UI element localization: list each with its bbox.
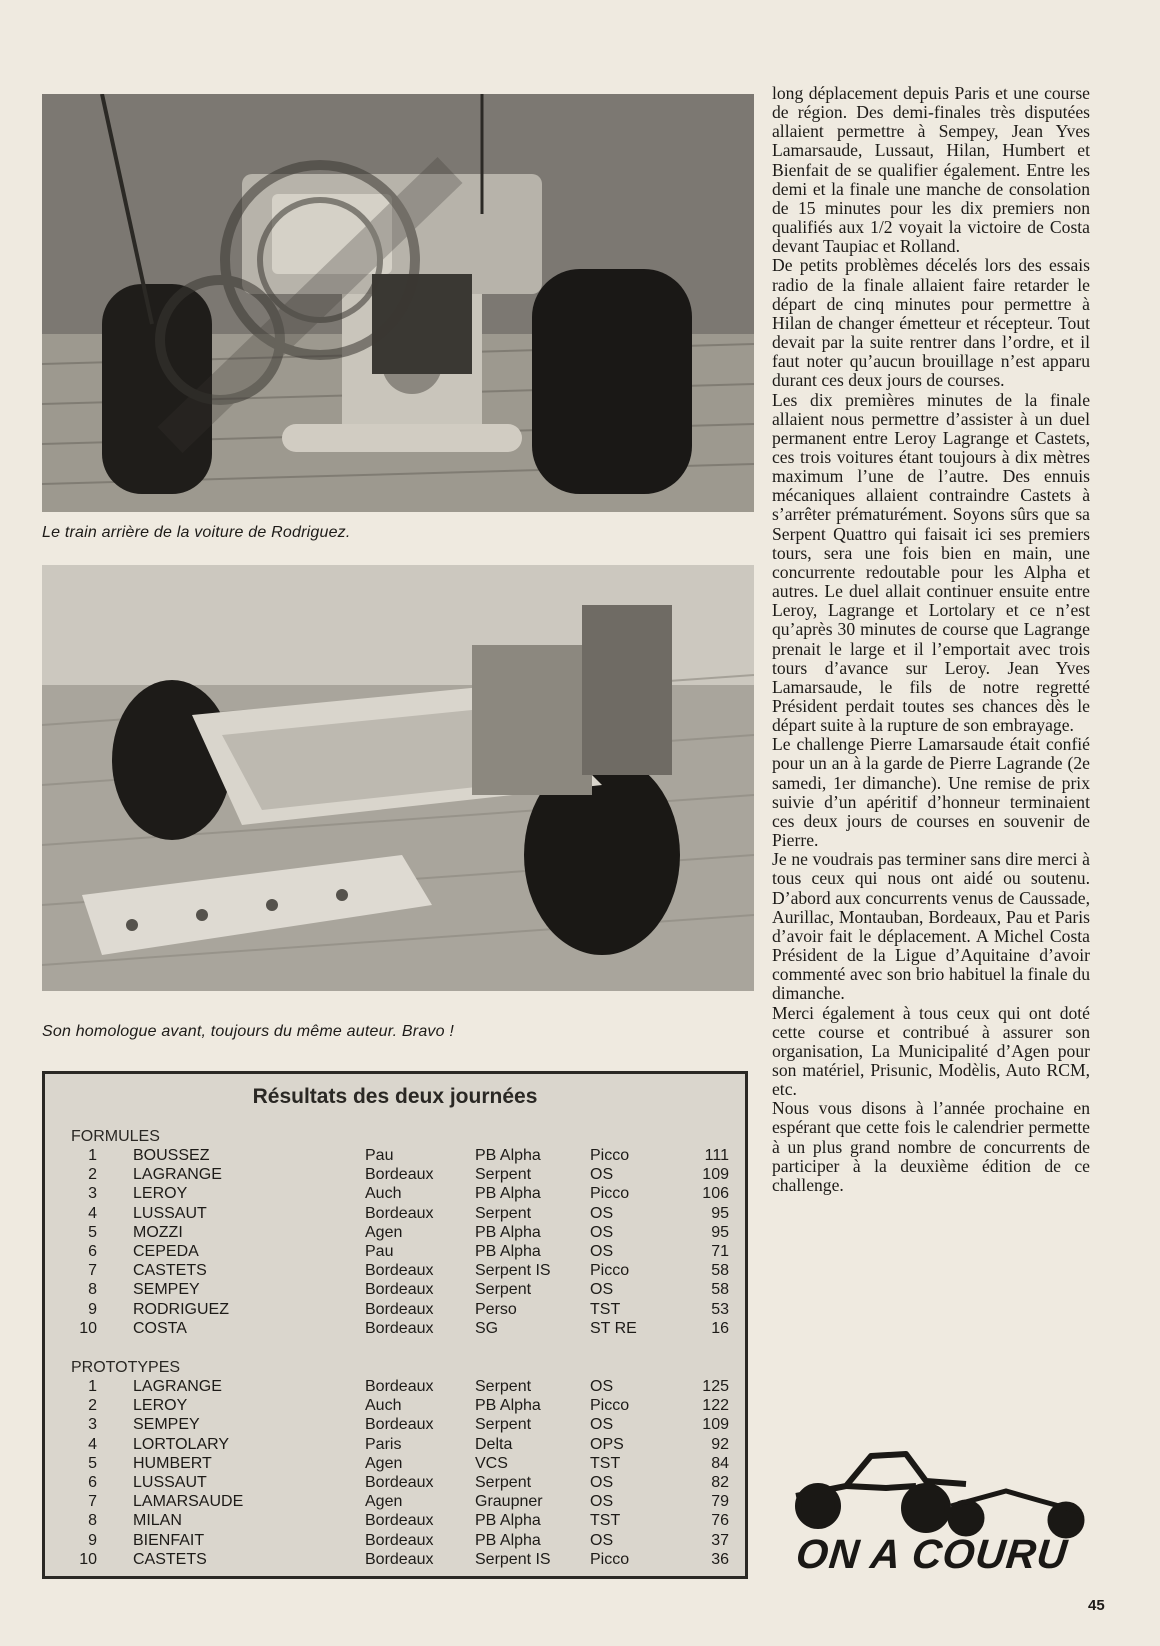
- cell-rank: 2: [88, 1166, 97, 1184]
- cell-engine: TST: [590, 1512, 621, 1530]
- cell-rank: 3: [88, 1185, 97, 1203]
- cell-city: Paris: [365, 1435, 402, 1453]
- cell-points: 53: [711, 1300, 729, 1318]
- table-row: [45, 1511, 745, 1530]
- cell-points: 109: [702, 1166, 729, 1184]
- results-table: [42, 1071, 748, 1579]
- cell-driver: RODRIGUEZ: [133, 1300, 229, 1318]
- cell-driver: LAGRANGE: [133, 1378, 222, 1395]
- cell-city: Bordeaux: [365, 1166, 434, 1184]
- cell-engine: OS: [590, 1378, 614, 1395]
- table-row: [45, 1531, 745, 1550]
- cell-engine: OS: [590, 1223, 614, 1241]
- cell-points: 58: [711, 1281, 729, 1299]
- cell-driver: MILAN: [133, 1512, 182, 1530]
- cell-engine: Picco: [590, 1397, 630, 1415]
- cell-car: Serpent: [475, 1204, 532, 1222]
- cell-engine: OS: [590, 1242, 614, 1260]
- cell-car: Delta: [475, 1435, 513, 1453]
- cell-driver: LUSSAUT: [133, 1204, 207, 1222]
- cell-driver: LEROY: [133, 1185, 188, 1203]
- article-paragraph: long déplacement depuis Paris et une course de région. Des demi-finales très disputées allaient permettre à Sempey, Jean Yves Lamarsaude, Lussaut, Hilan, Humbert et Bienfait de se qualifier également. Entre les demi et la finale une manche de consolation de 15 minutes pour les dix premiers non qualifiés aux 1/2 voyait la victoire de Costa devant Taupiac et Rolland.: [772, 83, 1090, 257]
- cell-points: 82: [711, 1473, 729, 1491]
- cell-city: Bordeaux: [365, 1319, 434, 1337]
- table-row: [45, 1396, 745, 1415]
- cell-city: Bordeaux: [365, 1281, 434, 1299]
- cell-driver: LEROY: [133, 1397, 188, 1415]
- photo-front-axle-illustration: [42, 565, 754, 991]
- cell-car: Serpent: [475, 1378, 532, 1395]
- cell-engine: Picco: [590, 1262, 630, 1280]
- cell-rank: 9: [88, 1300, 97, 1318]
- cell-engine: ST RE: [590, 1319, 637, 1337]
- cell-points: 37: [711, 1531, 729, 1549]
- table-row: [45, 1550, 745, 1569]
- cell-engine: OS: [590, 1473, 614, 1491]
- table-row: [45, 1242, 745, 1261]
- cell-rank: 7: [88, 1493, 97, 1511]
- cell-city: Bordeaux: [365, 1531, 434, 1549]
- cell-driver: MOZZI: [133, 1223, 183, 1241]
- cell-engine: Picco: [590, 1147, 630, 1164]
- cell-driver: LAMARSAUDE: [133, 1493, 244, 1511]
- cell-car: Serpent IS: [475, 1550, 551, 1568]
- watermark-stamp: [150, 110, 470, 480]
- photo-front-axle: [42, 565, 754, 991]
- cell-city: Bordeaux: [365, 1204, 434, 1222]
- cell-driver: LORTOLARY: [133, 1435, 230, 1453]
- cell-engine: OS: [590, 1416, 614, 1434]
- cell-driver: CASTETS: [133, 1262, 207, 1280]
- cell-points: 79: [711, 1493, 729, 1511]
- cell-engine: OS: [590, 1166, 614, 1184]
- photo-front-axle-caption: Son homologue avant, toujours du même auteur. Bravo !: [42, 1023, 455, 1040]
- cell-points: 36: [711, 1550, 729, 1568]
- results-title: Résultats des deux journées: [252, 1085, 538, 1108]
- cell-car: PB Alpha: [475, 1531, 541, 1549]
- cell-city: Auch: [365, 1397, 402, 1415]
- cell-points: 95: [711, 1204, 729, 1222]
- cell-car: PB Alpha: [475, 1185, 541, 1203]
- article-paragraph: Je ne voudrais pas terminer sans dire merci à tous ceux qui nous ont aidé ou soutenu. D’abord aux concurrents venus de Caussade, Aurillac, Montauban, Bordeaux, Pau et Paris d’avoir fait le déplacement. A Michel Costa Président de la Ligue d’Aquitaine d’avoir commenté avec son brio habituel la finale du dimanche.: [772, 849, 1090, 1004]
- cell-car: Serpent: [475, 1166, 532, 1184]
- cell-engine: OPS: [590, 1435, 624, 1453]
- cell-points: 84: [711, 1454, 729, 1472]
- cell-city: Bordeaux: [365, 1300, 434, 1318]
- table-row: [45, 1377, 745, 1396]
- cell-car: PB Alpha: [475, 1223, 541, 1241]
- cell-rank: 4: [88, 1204, 97, 1222]
- cell-rank: 7: [88, 1262, 97, 1280]
- cell-rank: 1: [88, 1147, 97, 1164]
- table-row: [45, 1454, 745, 1473]
- prototypes-rows: [45, 1377, 745, 1569]
- cell-engine: TST: [590, 1300, 621, 1318]
- photo-rear-axle-caption: Le train arrière de la voiture de Rodriguez.: [42, 524, 351, 541]
- cell-engine: OS: [590, 1204, 614, 1222]
- cell-car: PB Alpha: [475, 1512, 541, 1530]
- cell-driver: COSTA: [133, 1319, 187, 1337]
- cell-city: Bordeaux: [365, 1378, 434, 1395]
- cell-engine: OS: [590, 1493, 614, 1511]
- cell-engine: Picco: [590, 1185, 630, 1203]
- cell-rank: 6: [88, 1242, 97, 1260]
- section-label-prototypes: PROTOTYPES: [71, 1359, 181, 1376]
- cell-driver: HUMBERT: [133, 1454, 212, 1472]
- cell-driver: BOUSSEZ: [133, 1147, 210, 1164]
- cell-city: Auch: [365, 1185, 402, 1203]
- cell-rank: 8: [88, 1512, 97, 1530]
- article-paragraph: Merci également à tous ceux qui ont doté cette course et contribué à assurer son organisation, La Municipalité d’Agen pour son matériel, Prisunic, Modèlis, Auto RCM, etc.: [772, 1002, 1090, 1100]
- article-paragraph: De petits problèmes décelés lors des essais radio de la finale allaient faire retarder le départ de cinq minutes pour permettre à Hilan de changer émetteur et récepteur. Tout devait par la suite rentrer dans l’ordre, et il faut noter qu’aucun brouillage n’est apparu durant ces deux jours de courses.: [772, 255, 1090, 391]
- cell-driver: LAGRANGE: [133, 1166, 222, 1184]
- cell-points: 122: [702, 1397, 729, 1415]
- formules-rows: [45, 1146, 745, 1338]
- cell-points: 76: [711, 1512, 729, 1530]
- cell-city: Bordeaux: [365, 1512, 434, 1530]
- table-row: [45, 1223, 745, 1242]
- cell-driver: CASTETS: [133, 1550, 207, 1568]
- cell-car: PB Alpha: [475, 1242, 541, 1260]
- table-row: [45, 1280, 745, 1299]
- table-row: [45, 1492, 745, 1511]
- cell-driver: CEPEDA: [133, 1242, 199, 1260]
- cell-car: Serpent: [475, 1473, 532, 1491]
- table-row: [45, 1473, 745, 1492]
- section-label-formules: FORMULES: [71, 1128, 160, 1145]
- cell-car: Perso: [475, 1300, 517, 1318]
- table-row: [45, 1261, 745, 1280]
- on-a-couru-logo: [776, 1446, 1088, 1576]
- cell-rank: 5: [88, 1223, 97, 1241]
- cell-rank: 3: [88, 1416, 97, 1434]
- table-row: [45, 1146, 745, 1165]
- table-row: [45, 1300, 745, 1319]
- cell-driver: LUSSAUT: [133, 1473, 207, 1491]
- cell-points: 111: [704, 1147, 729, 1164]
- cell-rank: 2: [88, 1397, 97, 1415]
- article-paragraph: Les dix premières minutes de la finale allaient nous permettre d’assister à un duel permanent entre Leroy Lagrange et Castets, ces trois voitures étant toujours à dix mètres maximum l’une de l’autre. Des ennuis mécaniques allaient contraindre Castets à s’arrêter prématurément. Soyons sûrs que sa Serpent Quattro qui faisait ici ses premiers tours, sera une fois bien en main, une concurrente redoutable pour les Alpha et autres. Le duel allait continuer ensuite entre Leroy, Lagrange et Lortolary et ce n’est qu’après 30 minutes de course que Lagrange prenait le large et il l’emportait avec trois tours d’avance sur Leroy. Jean Yves Lamarsaude, le fils de notre regretté Président perdait toutes ses chances dès le départ suite à la rupture de son embrayage.: [772, 389, 1090, 736]
- cell-rank: 6: [88, 1473, 97, 1491]
- cell-rank: 10: [79, 1319, 97, 1337]
- cell-points: 16: [711, 1319, 729, 1337]
- page-number: 45: [1088, 1597, 1105, 1614]
- table-row: [45, 1184, 745, 1203]
- cell-rank: 4: [88, 1435, 97, 1453]
- cell-rank: 10: [79, 1550, 97, 1568]
- cell-rank: 8: [88, 1281, 97, 1299]
- table-row: [45, 1435, 745, 1454]
- logo-text: ON A COURU: [793, 1531, 1071, 1577]
- table-row: [45, 1415, 745, 1434]
- cell-rank: 1: [88, 1378, 97, 1395]
- cell-car: Graupner: [475, 1493, 543, 1511]
- cell-city: Agen: [365, 1223, 403, 1241]
- cell-rank: 9: [88, 1531, 97, 1549]
- cell-engine: OS: [590, 1531, 614, 1549]
- cell-points: 58: [711, 1262, 729, 1280]
- cell-car: SG: [475, 1319, 499, 1337]
- cell-points: 109: [702, 1416, 729, 1434]
- cell-car: VCS: [475, 1454, 508, 1472]
- cell-engine: TST: [590, 1454, 621, 1472]
- table-row: [45, 1319, 745, 1338]
- table-row: [45, 1204, 745, 1223]
- cell-points: 125: [702, 1378, 729, 1395]
- cell-car: Serpent: [475, 1416, 532, 1434]
- table-row: [45, 1165, 745, 1184]
- cell-points: 92: [711, 1435, 729, 1453]
- cell-city: Agen: [365, 1493, 403, 1511]
- cell-driver: BIENFAIT: [133, 1531, 205, 1549]
- article-paragraph: Le challenge Pierre Lamarsaude était confié pour un an à la garde de Pierre Lagrande (2e samedi, 1er dimanche). Une remise de prix suivie d’un apéritif d’honneur terminaient ces deux jours de courses en souvenir de Pierre.: [772, 734, 1090, 851]
- cell-city: Agen: [365, 1454, 403, 1472]
- cell-points: 106: [702, 1185, 729, 1203]
- article-text: [772, 84, 1090, 1195]
- cell-city: Bordeaux: [365, 1550, 434, 1568]
- cell-points: 95: [711, 1223, 729, 1241]
- cell-engine: Picco: [590, 1550, 630, 1568]
- cell-city: Bordeaux: [365, 1262, 434, 1280]
- cell-car: PB Alpha: [475, 1147, 541, 1164]
- cell-engine: OS: [590, 1281, 614, 1299]
- cell-city: Pau: [365, 1147, 394, 1164]
- cell-points: 71: [711, 1242, 729, 1260]
- cell-city: Pau: [365, 1242, 394, 1260]
- cell-car: Serpent: [475, 1281, 532, 1299]
- cell-rank: 5: [88, 1454, 97, 1472]
- article-paragraph: Nous vous disons à l’année prochaine en espérant que cette fois le calendrier permette à un plus grand nombre de concurrents de participer à la deuxième édition de ce challenge.: [772, 1098, 1090, 1195]
- cell-driver: SEMPEY: [133, 1281, 200, 1299]
- cell-city: Bordeaux: [365, 1473, 434, 1491]
- cell-driver: SEMPEY: [133, 1416, 200, 1434]
- cell-car: PB Alpha: [475, 1397, 541, 1415]
- cell-car: Serpent IS: [475, 1262, 551, 1280]
- cell-city: Bordeaux: [365, 1416, 434, 1434]
